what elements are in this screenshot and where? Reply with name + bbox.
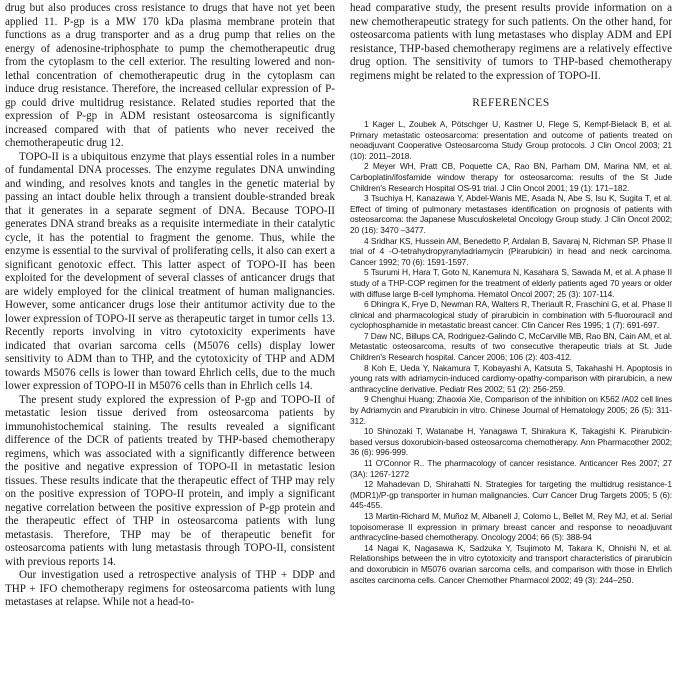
body-paragraph: drug but also produces cross resistance to drugs that have not yet been applied 11. P-gp is a MW 170 kDa plasma membrane protein that functions as a drug transporter and as a drug pump that relies on the energy of adenosine-triphosphate to pump the chemotherapeutic drug from the cytoplasm to the cell exterior. The resulting lowered and non-lethal concentration of chemotherapeutic drug in the cytoplasm can induce drug resistance. Therefore, the increased cellular expression of P-gp could drive multidrug resistance. Related studies reported that the expression of P-gp in ADM resistant osteosarcoma is significantly increased compared with that of patients who never received the chemotherapeutic drug 12.: [5, 2, 335, 149]
reference-item: 3 Tsuchiya H, Kanazawa Y, Abdel-Wanis ME, Asada N, Abe S, Isu K, Sugita T, et al. Effect of timing of pulmonary metastases identification on prognosis of patients with osteosarcoma: the Japanese Musculoskeletal Oncology Group study. J Clin Oncol 2002; 20 (16): 3470 –3477.: [350, 193, 672, 235]
right-column: [350, 2, 672, 585]
reference-item: 5 Tsurumi H, Hara T, Goto N, Kanemura N, Kasahara S, Sawada M, et al. A phase II study of a THP-COP regimen for the treatment of elderly patients aged 70 years or older with diffuse large B-cell lymphoma. Hematol Oncol 2007; 25 (3): 107-114.: [350, 267, 672, 299]
reference-item: 10 Shinozaki T, Watanabe H, Yanagawa T, Shirakura K, Takagishi K. Pirarubicin-based versus doxorubicin-based osteosarcoma chemotherapy. Ann Pharmacother 2002; 36 (6): 996-999.: [350, 426, 672, 458]
body-paragraph: TOPO-II is a ubiquitous enzyme that plays essential roles in a number of fundamental DNA processes. The enzyme regulates DNA unwinding and winding, and resolves knots and tangles in the genetic material by passing an intact double helix through a transient double-stranded break that it generates in a separate segment of DNA. Because TOPO-II generates DNA strand breaks as a requisite intermediate in their catalytic cycle, it has the potential to fragment the genome. Thus, while the enzyme is essential to the survival of proliferating cells, it also can exert a significant genotoxic effect. This latter aspect of TOPO-II has been exploited for the development of several classes of anticancer drugs that are widely employed for the clinical treatment of human malignancies. However, some anticancer drugs lose their antitumor activity due to the lower expression of TOPO-II serve as therapeutic target in tumor cells 13. Recently reports involving in vitro cytotoxicity experiments have indicated that ovarian sarcoma cells (M5076 cells) display lower sensitivity to ADM than to THP, and the cytotoxicity of THP and ADM towards M5076 cells is lower than toward Ehrlich cells, due to the much lower expression of TOPO-II in M5076 cells than in Ehrlich cells 14.: [5, 150, 335, 392]
reference-item: 1 Kager L, Zoubek A, Pötschger U, Kastner U, Flege S, Kempf-Bielack B, et al. Primary metastatic osteosarcoma: presentation and outcome of patients treated on neoadjuvant Cooperative Osteosarcoma Study Group protocols. J Clin Oncol 2003; 21 (10): 2011–2018.: [350, 119, 672, 161]
reference-item: 9 Chenghui Huang; Zhaoxia Xie, Comparison of the inhibition on K562 /A02 cell lines by Adriamycin and Pirarubicin in vitro. Chinese Journal of Hematology 2005; 26 (5): 311-312.: [350, 394, 672, 426]
reference-item: 4 Sridhar KS, Hussein AM, Benedetto P, Ardalan B, Savaraj N, Richman SP. Phase II trial of 4 -O-tetrahydropyranyladriamycin (Pirarubicin) in head and neck carcinoma. Cancer 1992; 70 (6): 1591-1597.: [350, 235, 672, 267]
reference-item: 14 Nagai K, Nagasawa K, Sadzuka Y, Tsujimoto M, Takara K, Ohnishi N, et al. Relationships between the in vitro cytotoxicity and transport characteristics of pirarubicin and doxorubicin in M5076 ovarian sarcoma cells, and comparison with those in Ehrlich ascites carcinoma cells. Cancer Chemother Pharmacol 2002; 49 (3): 244–250.: [350, 542, 672, 585]
reference-item: 12 Mahadevan D, Shirahatti N. Strategies for targeting the multidrug resistance-1 (MDR1)/P-gp transporter in human malignancies. Curr Cancer Drug Targets 2005; 5 (6): 445-455.: [350, 479, 672, 511]
reference-item: 6 Dhingra K, Frye D, Newman RA, Walters R, Theriault R, Fraschini G, et al. Phase II clinical and pharmacological study of pirarubicin in combination with 5-fluorouracil and cyclophosphamide in metastatic breast cancer. Clin Cancer Res 1995; 1 (7): 691-697.: [350, 299, 672, 331]
reference-item: 8 Koh E, Ueda Y, Nakamura T, Kobayashi A, Katsuta S, Takahashi H. Apoptosis in young rats with adriamycin-induced cardiomy-opathy-comparison with pirarubicin, a new anthracycline derivative. Pediatr Res 2002; 51 (2): 256-259.: [350, 362, 672, 394]
reference-item: 7 Daw NC, Billups CA, Rodriguez-Galindo C, McCarville MB, Rao BN, Cain AM, et al. Metastatic osteosarcoma, results of two consecutive therapeutic trials at St. Jude Children's Research hospital. Cancer 2006; 106 (2): 403-412.: [350, 330, 672, 363]
reference-list: [350, 119, 672, 585]
body-paragraph: The present study explored the expression of P-gp and TOPO-II of metastatic lesion tissue derived from osteosarcoma patients by immunohistochemical staining. The results revealed a significant difference of the DCR of patients treated by THP-based chemotherapy regimens, which was associated with a significantly difference between the positive and negative expression of TOPO-II in metastatic lesion tissues. These results indicate that the therapeutic effect of THP may rely on the positive expression of TOPO-II protein, and imply a significant negative correlation between the positive expression of P-gp protein and the therapeutic effect of THP in osteosarcoma patients with lung metastasis. Therefore, THP may be of therapeutic benefit for osteosarcoma patients with lung metastasis through TOPO-II, consistent with previous reports 14.: [5, 393, 335, 568]
reference-item: 2 Meyer WH, Pratt CB, Poquette CA, Rao BN, Parham DM, Marina NM, et al. Carboplatin/ifosfamide window therapy for osteosarcoma: results of the St Jude Children's Research Hospital OS-91 trial. J Clin Oncol 2001; 19 (1): 171–182.: [350, 161, 672, 193]
reference-item: 11 O'Connor R.. The pharmacology of cancer resistance. Anticancer Res 2007; 27 (3A): 1267-1272: [350, 458, 672, 479]
references-heading: REFERENCES: [472, 97, 550, 109]
left-column: [5, 2, 335, 610]
body-paragraph: head comparative study, the present results provide information on a new chemotherapeutic strategy for such patients. On the other hand, for osteosarcoma patients with lung metastases who display ADM and EPI resistance, THP-based chemotherapy regimens are a relatively effective drug option. The sensitivity of tumors to THP-based chemotherapy regimens might be related to the expression of TOPO-II.: [350, 2, 672, 82]
body-paragraph: Our investigation used a retrospective analysis of THP + DDP and THP + IFO chemotherapy regimens for osteosarcoma patients with lung metastases at relapse. While not a head-to-: [5, 569, 335, 608]
reference-item: 13 Martin-Richard M, Muñoz M, Albanell J, Colomo L, Bellet M, Rey MJ, et al. Serial topoisomerase II expression in primary breast cancer and response to neoadjuvant anthracycline-based chemotherapy. Oncology 2004; 66 (5): 388-94: [350, 510, 672, 543]
